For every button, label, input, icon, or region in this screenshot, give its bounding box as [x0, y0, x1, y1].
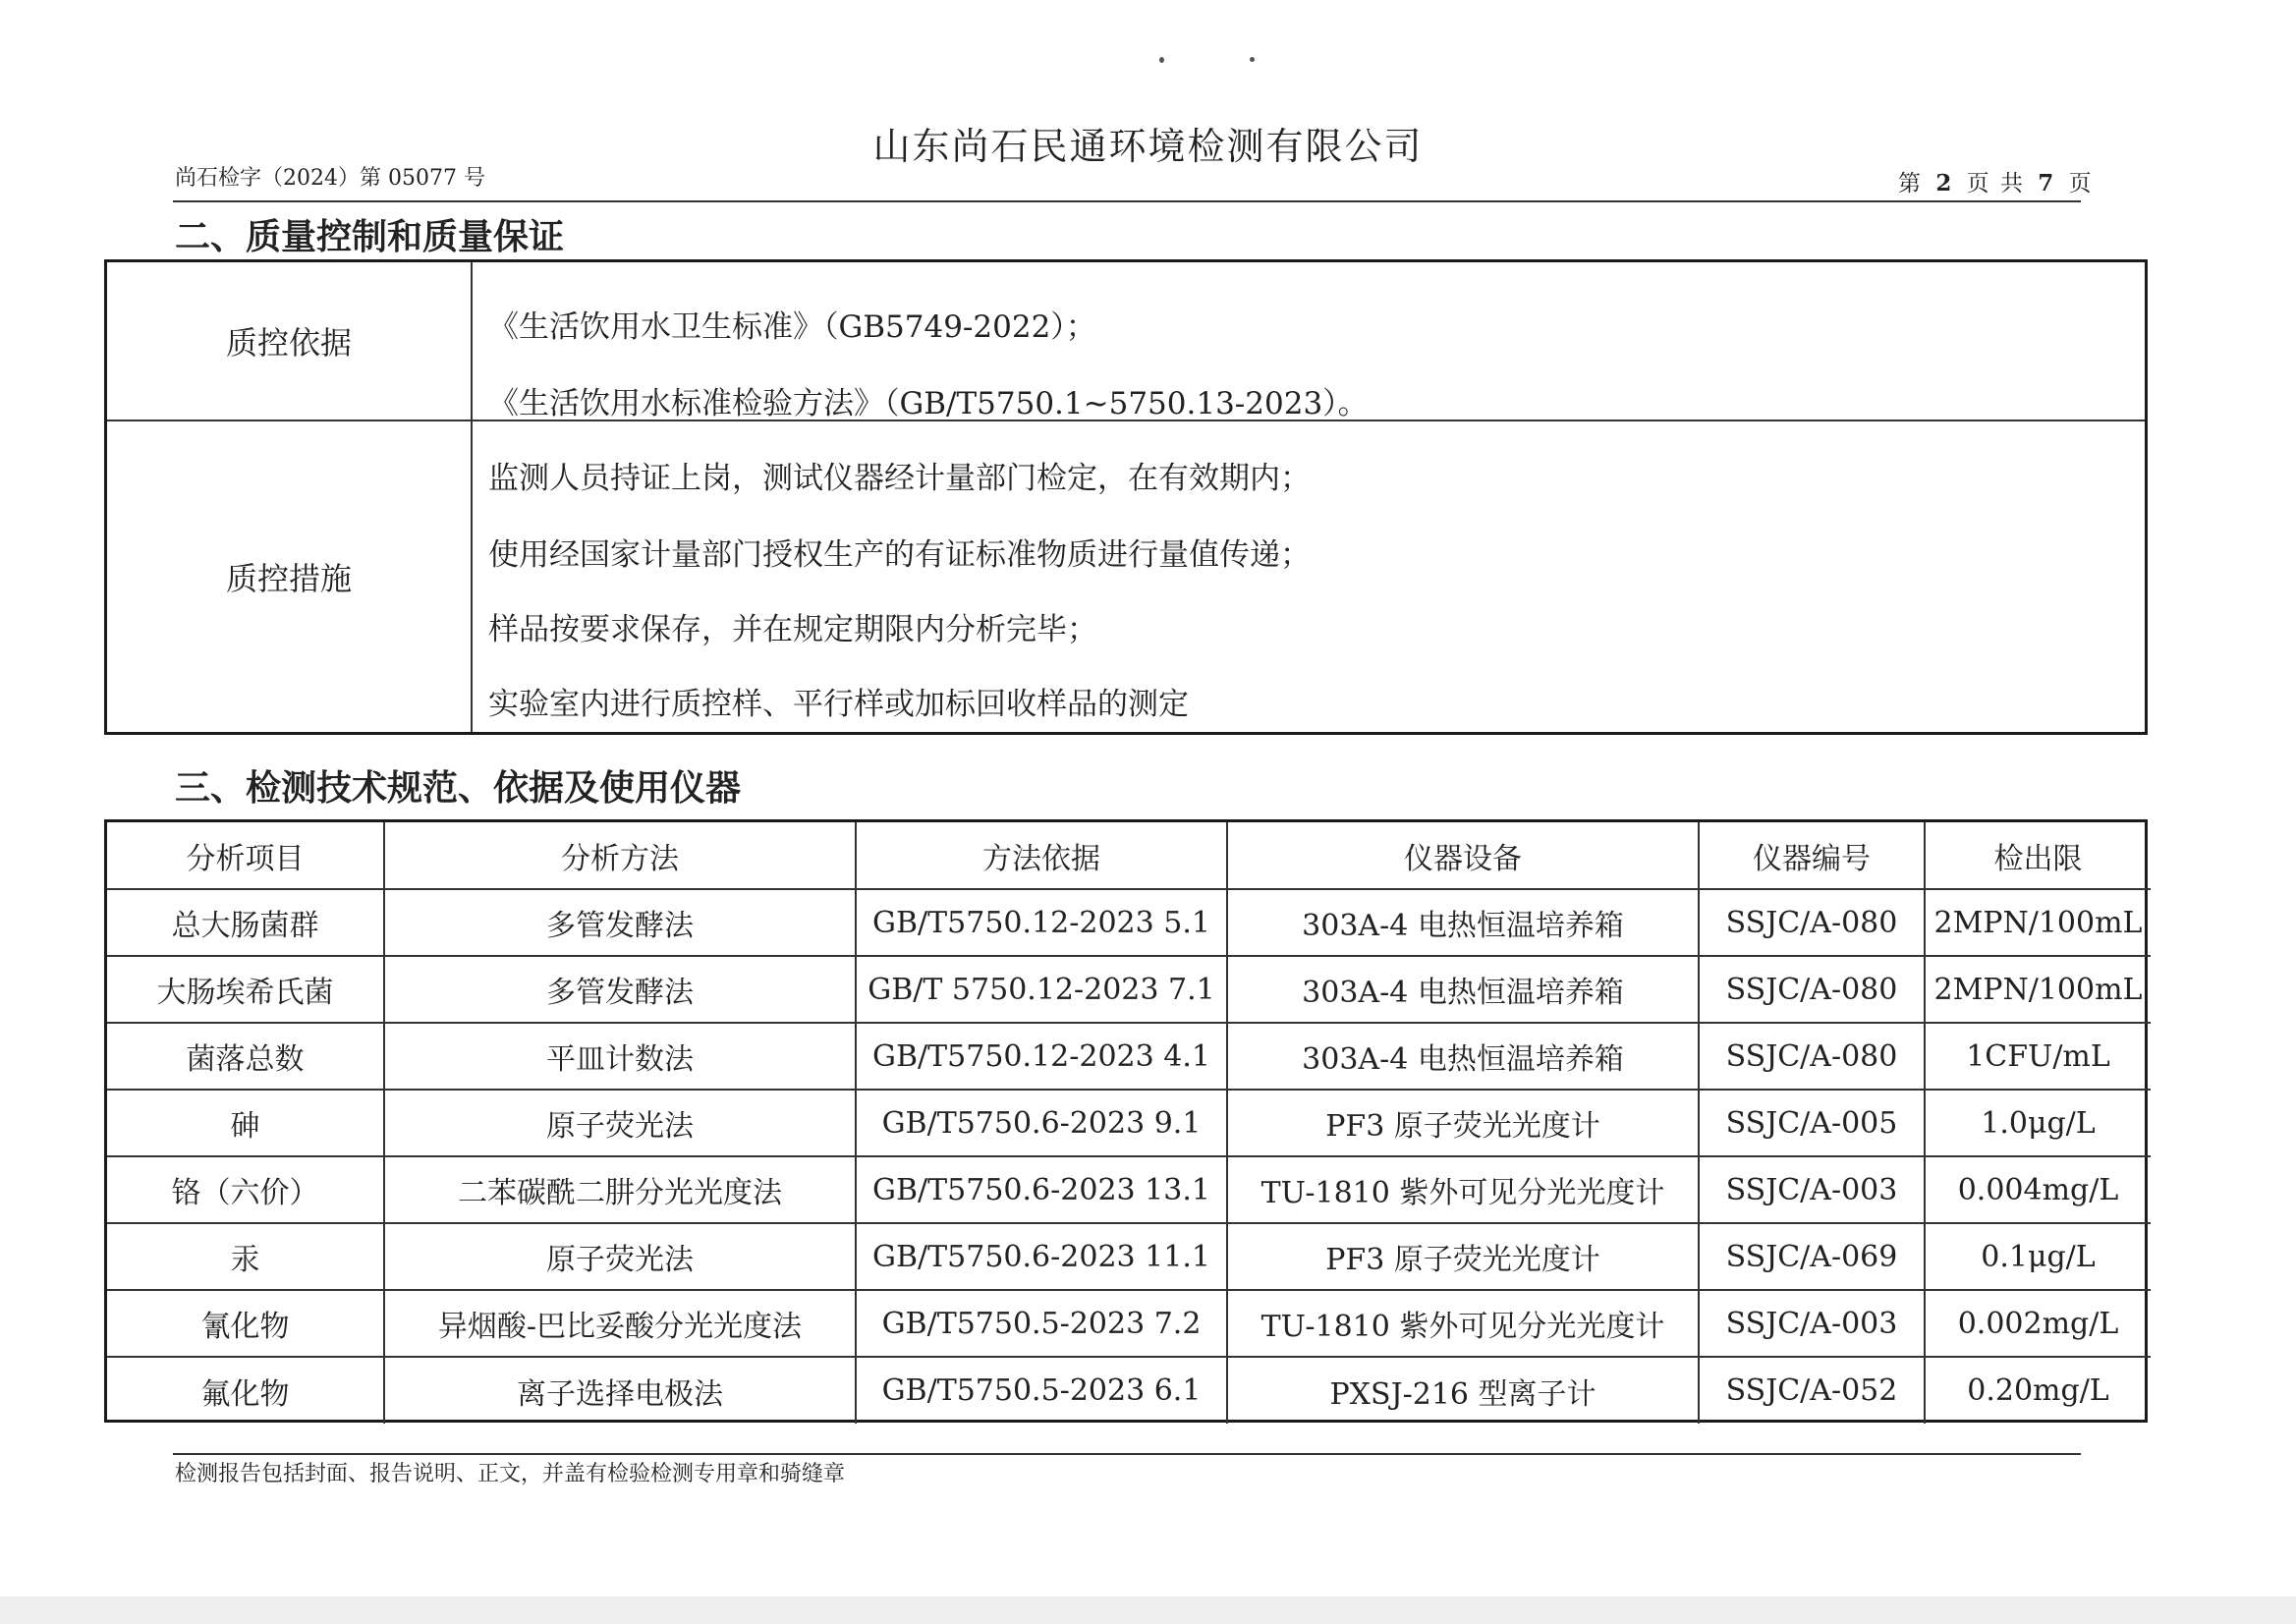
- table-cell: GB/T5750.5-2023 7.2: [856, 1290, 1227, 1357]
- table-cell: 多管发酵法: [384, 889, 856, 956]
- column-header: 分析方法: [384, 822, 856, 889]
- page-total: 7: [2038, 170, 2056, 196]
- scan-speck: [1159, 57, 1164, 63]
- table-row: [107, 1290, 2151, 1357]
- table-cell: 氰化物: [107, 1290, 384, 1357]
- qc-basis-label: 质控依据: [107, 262, 473, 420]
- qc-measures-content: [488, 421, 2135, 732]
- table-cell: 大肠埃希氏菌: [107, 956, 384, 1023]
- qc-measures-label: 质控措施: [107, 421, 473, 732]
- table-cell: SSJC/A-003: [1699, 1290, 1925, 1357]
- qc-basis-line: 《生活饮用水标准检验方法》（GB/T5750.1~5750.13-2023）。: [488, 386, 1369, 421]
- table-cell: TU-1810 紫外可见分光光度计: [1227, 1156, 1699, 1223]
- qc-basis-content: [488, 262, 2135, 420]
- table-cell: 异烟酸-巴比妥酸分光光度法: [384, 1290, 856, 1357]
- methods-table: [107, 822, 2151, 1424]
- table-cell: 0.004mg/L: [1925, 1156, 2151, 1223]
- table-row: [107, 1357, 2151, 1424]
- table-cell: 离子选择电极法: [384, 1357, 856, 1424]
- footer-divider: [173, 1453, 2081, 1455]
- table-row: [107, 1023, 2151, 1090]
- table-cell: 砷: [107, 1090, 384, 1156]
- table-cell: GB/T5750.12-2023 4.1: [856, 1023, 1227, 1090]
- qc-basis-line: 《生活饮用水卫生标准》（GB5749-2022）；: [488, 309, 1096, 345]
- table-cell: 原子荧光法: [384, 1223, 856, 1290]
- table-row: [107, 1090, 2151, 1156]
- table-cell: 总大肠菌群: [107, 889, 384, 956]
- table-cell: 0.002mg/L: [1925, 1290, 2151, 1357]
- column-header: 检出限: [1925, 822, 2151, 889]
- table-cell: 多管发酵法: [384, 956, 856, 1023]
- quality-control-table: [104, 259, 2148, 735]
- table-cell: PF3 原子荧光光度计: [1227, 1223, 1699, 1290]
- table-cell: 平皿计数法: [384, 1023, 856, 1090]
- table-header-row: [107, 822, 2151, 889]
- table-cell: 汞: [107, 1223, 384, 1290]
- table-cell: GB/T5750.12-2023 5.1: [856, 889, 1227, 956]
- table-cell: 铬（六价）: [107, 1156, 384, 1223]
- qc-measures-line: 监测人员持证上岗，测试仪器经计量部门检定，在有效期内；: [488, 461, 1311, 496]
- qc-measures-line: 样品按要求保存，并在规定期限内分析完毕；: [488, 612, 1097, 647]
- table-cell: 菌落总数: [107, 1023, 384, 1090]
- column-header: 分析项目: [107, 822, 384, 889]
- table-cell: PXSJ-216 型离子计: [1227, 1357, 1699, 1424]
- table-cell: 0.1μg/L: [1925, 1223, 2151, 1290]
- page-middle: 页 共: [1966, 171, 2025, 196]
- table-cell: GB/T5750.6-2023 13.1: [856, 1156, 1227, 1223]
- page-prefix: 第: [1898, 171, 1923, 196]
- qc-basis-row: [107, 262, 2145, 421]
- table-cell: SSJC/A-080: [1699, 956, 1925, 1023]
- table-cell: 303A-4 电热恒温培养箱: [1227, 1023, 1699, 1090]
- table-cell: 氟化物: [107, 1357, 384, 1424]
- table-cell: GB/T 5750.12-2023 7.1: [856, 956, 1227, 1023]
- section-title-quality-control: 二、质量控制和质量保证: [175, 217, 565, 257]
- table-cell: SSJC/A-052: [1699, 1357, 1925, 1424]
- company-name: 山东尚石民通环境检测有限公司: [872, 125, 1424, 168]
- table-cell: 二苯碳酰二肼分光光度法: [384, 1156, 856, 1223]
- table-cell: PF3 原子荧光光度计: [1227, 1090, 1699, 1156]
- column-header: 方法依据: [856, 822, 1227, 889]
- table-cell: 2MPN/100mL: [1925, 889, 2151, 956]
- column-header: 仪器设备: [1227, 822, 1699, 889]
- table-row: [107, 1156, 2151, 1223]
- table-cell: SSJC/A-080: [1699, 889, 1925, 956]
- table-cell: SSJC/A-005: [1699, 1090, 1925, 1156]
- table-cell: GB/T5750.5-2023 6.1: [856, 1357, 1227, 1424]
- table-cell: 1CFU/mL: [1925, 1023, 2151, 1090]
- methods-table-container: [104, 819, 2148, 1423]
- qc-measures-line: 使用经国家计量部门授权生产的有证标准物质进行量值传递；: [488, 537, 1311, 573]
- table-cell: 原子荧光法: [384, 1090, 856, 1156]
- header-divider: [173, 200, 2081, 202]
- table-cell: 1.0μg/L: [1925, 1090, 2151, 1156]
- scan-speck: [1250, 57, 1255, 62]
- table-cell: TU-1810 紫外可见分光光度计: [1227, 1290, 1699, 1357]
- table-cell: GB/T5750.6-2023 11.1: [856, 1223, 1227, 1290]
- report-number: 尚石检字（2024）第 05077 号: [175, 166, 485, 191]
- page-current: 2: [1935, 170, 1954, 196]
- qc-measures-row: [107, 421, 2145, 732]
- page-indicator: [1898, 165, 2094, 197]
- table-cell: GB/T5750.6-2023 9.1: [856, 1090, 1227, 1156]
- table-row: [107, 889, 2151, 956]
- column-header: 仪器编号: [1699, 822, 1925, 889]
- table-row: [107, 1223, 2151, 1290]
- section-title-methods: 三、检测技术规范、依据及使用仪器: [175, 768, 742, 809]
- table-cell: SSJC/A-080: [1699, 1023, 1925, 1090]
- table-cell: 303A-4 电热恒温培养箱: [1227, 956, 1699, 1023]
- qc-measures-line: 实验室内进行质控样、平行样或加标回收样品的测定: [488, 687, 1189, 722]
- table-cell: 0.20mg/L: [1925, 1357, 2151, 1424]
- table-cell: SSJC/A-003: [1699, 1156, 1925, 1223]
- scan-edge-shadow: [0, 1596, 2296, 1624]
- table-cell: 303A-4 电热恒温培养箱: [1227, 889, 1699, 956]
- table-cell: 2MPN/100mL: [1925, 956, 2151, 1023]
- page-suffix: 页: [2068, 171, 2094, 196]
- footer-note: 检测报告包括封面、报告说明、正文，并盖有检验检测专用章和骑缝章: [175, 1462, 846, 1486]
- table-cell: SSJC/A-069: [1699, 1223, 1925, 1290]
- table-row: [107, 956, 2151, 1023]
